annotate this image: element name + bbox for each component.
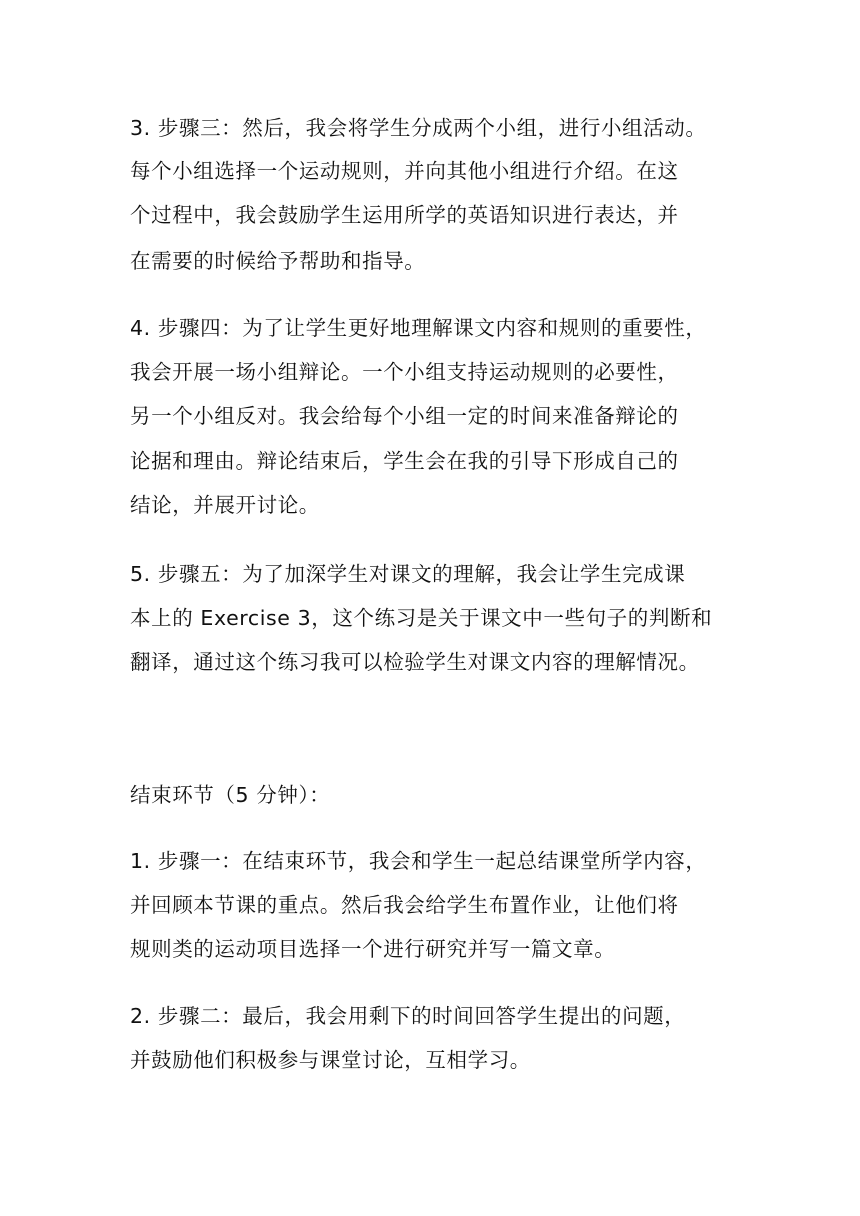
text-line: 个过程中，我会鼓励学生运用所学的英语知识进行表达，并 — [130, 203, 679, 227]
text-line: 4. 步骤四：为了让学生更好地理解课文内容和规则的重要性， — [130, 316, 707, 340]
text-line: 我会开展一场小组辩论。一个小组支持运动规则的必要性， — [130, 360, 679, 384]
text-line: 规则类的运动项目选择一个进行研究并写一篇文章。 — [130, 937, 616, 961]
text-line: 1. 步骤一：在结束环节，我会和学生一起总结课堂所学内容， — [130, 849, 707, 873]
text-line: 3. 步骤三：然后，我会将学生分成两个小组，进行小组活动。 — [130, 116, 707, 140]
text-line: 结论，并展开讨论。 — [130, 493, 320, 517]
text-line: 并鼓励他们积极参与课堂讨论，互相学习。 — [130, 1048, 531, 1072]
text-line: 翻译，通过这个练习我可以检验学生对课文内容的理解情况。 — [130, 650, 700, 674]
text-line: 5. 步骤五：为了加深学生对课文的理解，我会让学生完成课 — [130, 562, 686, 586]
text-line: 在需要的时候给予帮助和指导。 — [130, 249, 426, 273]
text-line: 2. 步骤二：最后，我会用剩下的时间回答学生提出的问题， — [130, 1004, 686, 1028]
text-line: 并回顾本节课的重点。然后我会给学生布置作业，让他们将 — [130, 893, 679, 917]
text-line: 每个小组选择一个运动规则，并向其他小组进行介绍。在这 — [130, 159, 679, 183]
closing-section-heading: 结束环节（5 分钟）： — [130, 783, 331, 807]
text-line: 本上的 Exercise 3，这个练习是关于课文中一些句子的判断和 — [130, 606, 713, 630]
text-line: 论据和理由。辩论结束后，学生会在我的引导下形成自己的 — [130, 449, 679, 473]
text-line: 另一个小组反对。我会给每个小组一定的时间来准备辩论的 — [130, 404, 679, 428]
